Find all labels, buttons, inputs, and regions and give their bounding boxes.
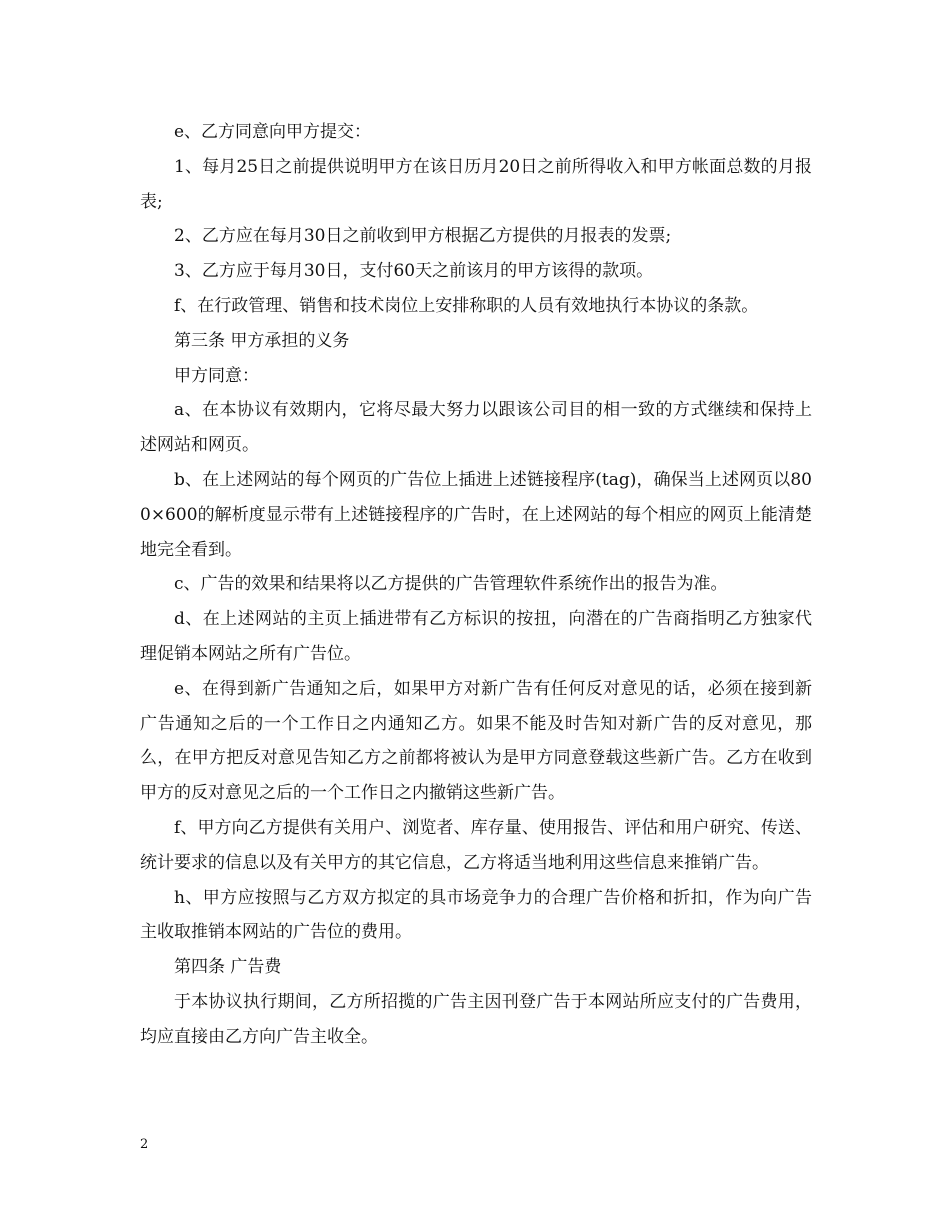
paragraph-ad-fees: 于本协议执行期间，乙方所招揽的广告主因刊登广告于本网站所应支付的广告费用，均应直接由乙方向广告主收全。 [140, 991, 812, 1047]
section-heading-article-3: 第三条 甲方承担的义务 [174, 330, 350, 351]
paragraph-clause-f: f、甲方向乙方提供有关用户、浏览者、库存量、使用报告、评估和用户研究、传送、统计要求的信息以及有关甲方的其它信息，乙方将适当地利用这些信息来推销广告。 [140, 817, 812, 873]
paragraph-clause-c: c、广告的效果和结果将以乙方提供的广告管理软件系统作出的报告为准。 [174, 574, 728, 595]
paragraph-clause-b: b、在上述网站的每个网页的广告位上插进上述链接程序(tag)，确保当上述网页以800×600的解析度显示带有上述链接程序的广告时，在上述网站的每个相应的网页上能清楚地完全看到。 [140, 469, 812, 560]
document-body [140, 115, 812, 1055]
paragraph-clause-d: d、在上述网站的主页上插进带有乙方标识的按扭，向潜在的广告商指明乙方独家代理促销本网站之所有广告位。 [140, 609, 812, 664]
paragraph-monthly-report: 1、每月25日之前提供说明甲方在该日历月20日之前所得收入和甲方帐面总数的月报表; [140, 156, 812, 212]
paragraph-clause-e: e、在得到新广告通知之后，如果甲方对新广告有任何反对意见的话，必须在接到新广告通知之后的一个工作日之内通知乙方。如果不能及时告知对新广告的反对意见，那么，在甲方把反对意见告知乙方之前都将被认为是甲方同意登载这些新广告。乙方在收到甲方的反对意见之后的一个工作日之内撤销这些新广告。 [140, 678, 812, 804]
page-number: 2 [140, 1137, 149, 1152]
paragraph-clause-h: h、甲方应按照与乙方双方拟定的具市场竞争力的合理广告价格和折扣，作为向广告主收取推销本网站的广告位的费用。 [140, 887, 812, 943]
paragraph-clause-a: a、在本协议有效期内，它将尽最大努力以跟该公司目的相一致的方式继续和保持上述网站和网页。 [140, 400, 812, 456]
paragraph-payment: 3、乙方应于每月30日，支付60天之前该月的甲方该得的款项。 [174, 261, 654, 282]
paragraph-staffing: f、在行政管理、销售和技术岗位上安排称职的人员有效地执行本协议的条款。 [174, 295, 759, 316]
section-heading-article-4: 第四条 广告费 [174, 957, 282, 978]
paragraph-submission-intro: e、乙方同意向甲方提交： [174, 122, 372, 142]
paragraph-invoice: 2、乙方应在每月30日之前收到甲方根据乙方提供的月报表的发票; [174, 226, 672, 247]
paragraph-party-a-agrees: 甲方同意： [174, 365, 259, 386]
